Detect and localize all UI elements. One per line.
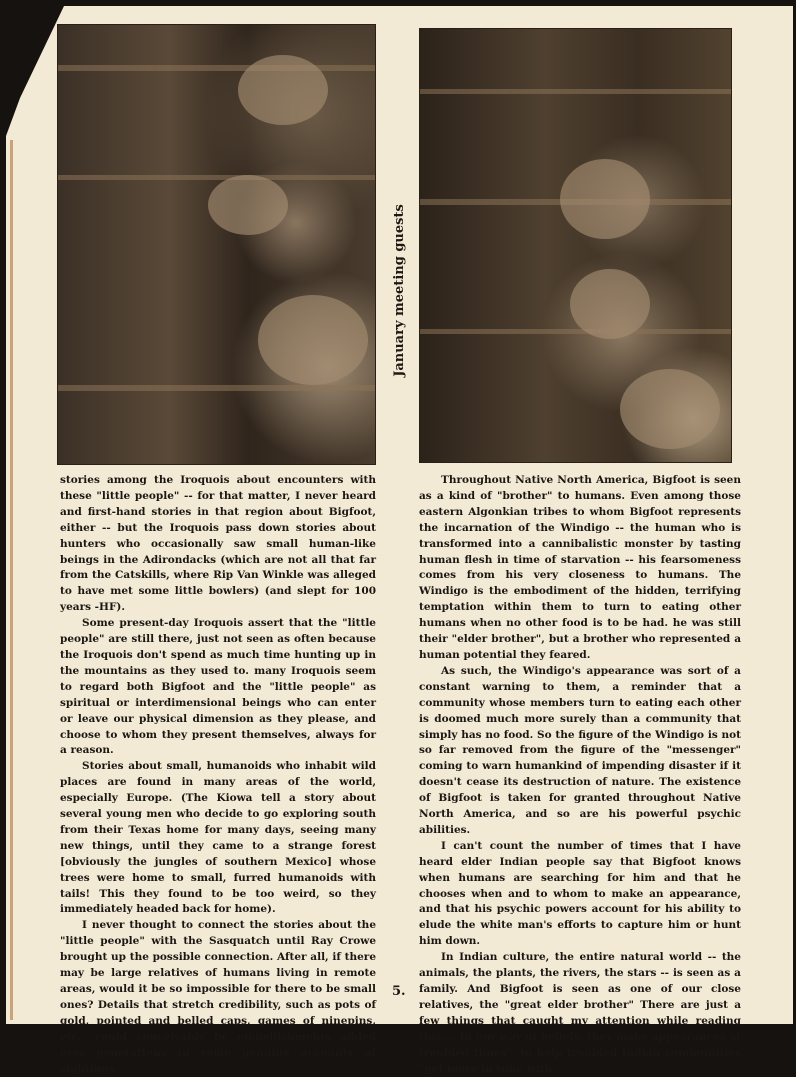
paragraph: I never thought to connect the stories about the "little people" with the Sasquatch until Ray Crowe brought up the possible connection. After all, if there may be large relatives of humans living in remote areas, would it be so impossible for there to be small ones? Details that stretch credibility, such as pots of gold, pointed and belled caps, games of ninepins, etc., could conceivably be embellishments added over generations to some genuine accounts of sightings. [60, 919, 376, 1075]
paragraph: Stories about small, humanoids who inhabit wild places are found in many areas of the world, especially Europe. (The Kiowa tell a story about several young men who decide to go exploring south from their Texas home for many days, seeing many new things, until they came to a strange forest [obviously the jungles of southern Mexico] whose trees were home to small, furred humanoids with tails! This they found to be too weird, so they immediately headed back for home). [60, 760, 376, 916]
page-number: 5. [392, 984, 406, 999]
paragraph: I can't count the number of times that I have heard elder Indian people say that Bigfoot knows when humans are searching for him and that he chooses when and to whom to make an appearance, and that his psychic powers account for his ability to elude the white man's efforts to capture him or hunt him down. [419, 839, 741, 948]
paragraph: In Indian culture, the entire natural world -- the animals, the plants, the rivers, the stars -- is seen as a family. And Bigfoot is seen as one of our close relatives, the "great elder brother" There are just a few things that caught my attention while reading this.... In our way of beliefs, they make appearances at troubled times", to help troubled Indian communities "get more in tune with [419, 951, 741, 1075]
article-column-left [60, 473, 376, 1077]
paragraph: As such, the Windigo's appearance was sort of a constant warning to them, a reminder that a community whose members turn to eating each other is doomed much more surely than a community that simply has no food. So the figure of the Windigo is not so far removed from the figure of the "messenger" coming to warn humankind of impending disaster if it doesn't cease its destruction of nature. The existence of Bigfoot is taken for granted throughout Native North America, and so are his powerful psychic abilities. [419, 664, 741, 836]
meeting-photo-left [57, 24, 376, 465]
paragraph: Throughout Native North America, Bigfoot is seen as a kind of "brother" to humans. Even among those eastern Algonkian tribes to whom Bigfoot represents the incarnation of the Windigo -- the human who is transformed into a cannibalistic monster by tasting human flesh in time of starvation -- his fearsomeness comes from his very closeness to humans. The Windigo is the embodiment of the hidden, terrifying temptation within them to turn to eating other humans when no other food is to be had. he was still their "elder brother", but a brother who represented a human potential they feared. [419, 474, 741, 661]
caption-text: January meeting guests [391, 203, 407, 377]
paragraph: stories among the Iroquois about encounters with these "little people" -- for that matter, I never heard and first-hand stories in that region about Bigfoot, either -- but the Iroquois pass down stories about hunters who occasionally saw small human-like beings in the Adirondacks (which are not all that far from the Catskills, where Rip Van Winkle was alleged to have met some little bowlers) (and slept for 100 years -HF). [60, 474, 376, 614]
photo-caption [384, 200, 414, 380]
page-edge [10, 140, 13, 1020]
meeting-photo-right [419, 28, 732, 463]
article-column-right [419, 473, 741, 1077]
paragraph: Some present-day Iroquois assert that the "little people" are still there, just not seen as often because the Iroquois don't spend as much time hunting up in the mountains as they used to. many Iroquois seem to regard both Bigfoot and the "little people" as spiritual or interdimensional beings who can enter or leave our physical dimension as they please, and choose to whom they present themselves, always for a reason. [60, 617, 376, 757]
